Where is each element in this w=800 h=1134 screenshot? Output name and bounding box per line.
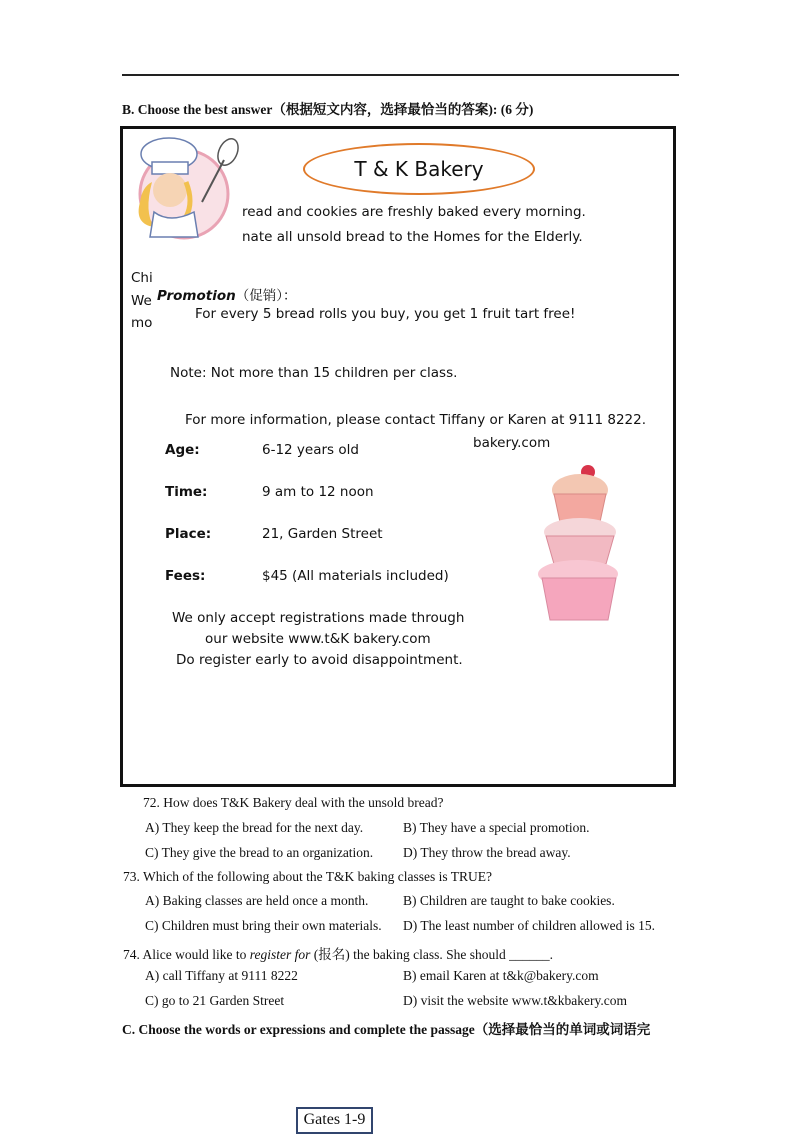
question-73: 73. Which of the following about the T&K baking classes is TRUE? <box>123 869 492 884</box>
question-74: 74. Alice would like to register for (报名) the baking class. She should ______. <box>123 947 553 962</box>
q72-option-d: D) They throw the bread away. <box>403 845 571 860</box>
top-rule <box>122 74 679 76</box>
note-text: Note: Not more than 15 children per class. <box>170 365 458 381</box>
promotion-block <box>155 284 665 334</box>
registration-line-3: Do register early to avoid disappointment. <box>176 652 463 668</box>
detail-label-age: Age: <box>165 442 200 458</box>
section-c-heading: C. Choose the words or expressions and complete the passage（选择最恰当的单词或词语完 <box>122 1022 651 1037</box>
question-72: 72. How does T&K Bakery deal with the unsold bread? <box>143 795 444 810</box>
bakery-title: T & K Bakery <box>303 143 535 195</box>
q73-option-c: C) Children must bring their own materials. <box>145 918 382 933</box>
q74-option-a: A) call Tiffany at 9111 8222 <box>145 968 298 983</box>
q72-option-a: A) They keep the bread for the next day. <box>145 820 364 835</box>
page-footer: Gates 1-9 <box>296 1107 373 1134</box>
cupcake-stack-illustration <box>538 460 628 630</box>
detail-value-place: 21, Garden Street <box>262 526 383 542</box>
email-fragment: bakery.com <box>473 435 551 451</box>
detail-label-fees: Fees: <box>165 568 206 584</box>
q72-option-b: B) They have a special promotion. <box>403 820 590 835</box>
promotion-label: Promotion <box>157 288 236 304</box>
hidden-fragment-2: We <box>131 293 152 309</box>
q73-option-d: D) The least number of children allowed is 15. <box>403 918 656 933</box>
q73-option-b: B) Children are taught to bake cookies. <box>403 893 615 908</box>
registration-line-2: our website www.t&K bakery.com <box>205 631 431 647</box>
detail-label-place: Place: <box>165 526 212 542</box>
q73-option-a: A) Baking classes are held once a month. <box>145 893 369 908</box>
promotion-cn: （促销）： <box>235 288 297 304</box>
contact-text: For more information, please contact Tiffany or Karen at 9111 8222. <box>185 412 647 428</box>
hidden-fragment-1: Chi <box>131 270 153 286</box>
q72-option-c: C) They give the bread to an organization. <box>145 845 374 860</box>
detail-value-time: 9 am to 12 noon <box>262 484 374 500</box>
q74-option-c: C) go to 21 Garden Street <box>145 993 285 1008</box>
registration-line-1: We only accept registrations made through <box>172 610 465 626</box>
chef-illustration <box>124 132 244 242</box>
q74-option-d: D) visit the website www.t&kbakery.com <box>403 993 627 1008</box>
detail-value-fees: $45 (All materials included) <box>262 568 449 584</box>
register-for-term: register for <box>249 947 311 962</box>
q74-option-b: B) email Karen at t&k@bakery.com <box>403 968 599 983</box>
intro-line-1: read and cookies are freshly baked every morning. <box>242 204 586 220</box>
intro-line-2: nate all unsold bread to the Homes for the Elderly. <box>242 229 583 245</box>
promotion-text: For every 5 bread rolls you buy, you get 1 fruit tart free! <box>195 306 576 322</box>
hidden-fragment-3: mo <box>131 315 153 331</box>
detail-value-age: 6-12 years old <box>262 442 359 458</box>
section-b-heading: B. Choose the best answer（根据短文内容，选择最恰当的答案): (6 分) <box>122 102 534 117</box>
detail-label-time: Time: <box>165 484 208 500</box>
